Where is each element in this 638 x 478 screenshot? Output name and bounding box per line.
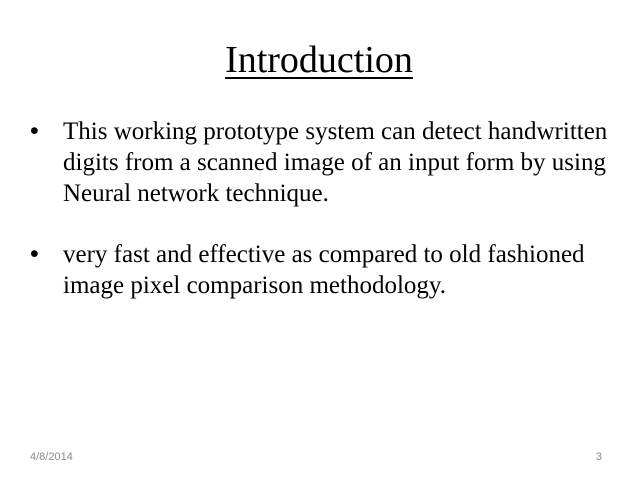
bullet-item xyxy=(30,116,620,209)
bullet-text: very fast and effective as compared to old fashioned image pixel comparison methodology. xyxy=(63,241,585,299)
bullet-marker-icon: • xyxy=(30,240,39,268)
bullet-item xyxy=(30,239,620,301)
bullet-list xyxy=(30,116,620,301)
footer-page-number: 3 xyxy=(595,451,602,463)
slide-title-text: Introduction xyxy=(225,39,413,81)
bullet-text: This working prototype system can detect handwritten digits from a scanned image of an input form by using Neural network technique. xyxy=(63,118,608,207)
bullet-marker-icon: • xyxy=(30,117,39,145)
slide-title xyxy=(0,36,638,84)
footer-date: 4/8/2014 xyxy=(30,451,73,463)
